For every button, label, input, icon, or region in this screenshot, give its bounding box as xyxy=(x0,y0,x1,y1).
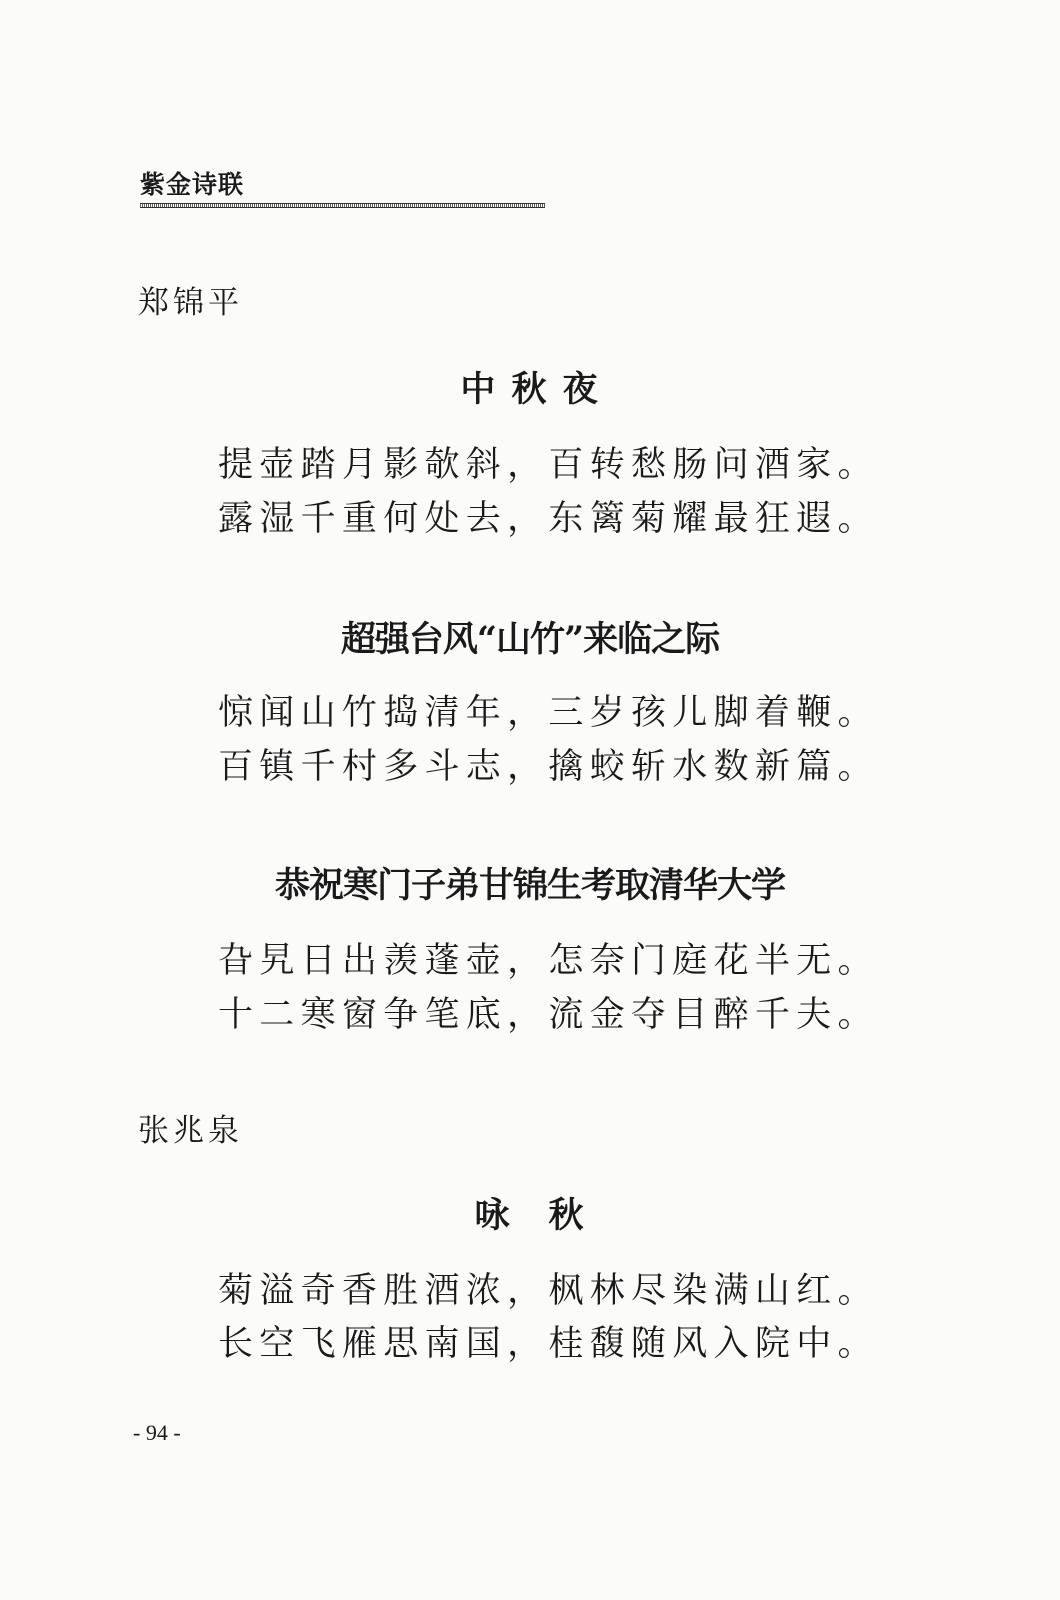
running-header-title: 紫金诗联 xyxy=(140,170,245,199)
poem-line: 旮旯日出羡蓬壶，怎奈门庭花半无。 xyxy=(218,941,879,981)
poem-line: 菊溢奇香胜酒浓，枫林尽染满山红。 xyxy=(218,1271,879,1311)
author-name: 张兆泉 xyxy=(138,1113,243,1149)
poem-title: 中 秋 夜 xyxy=(460,369,600,410)
author-name: 郑锦平 xyxy=(138,285,243,321)
poem-line: 露湿千重何处去，东篱菊耀最狂遐。 xyxy=(218,499,879,539)
page-number: - 94 - xyxy=(133,1420,181,1445)
running-header xyxy=(140,172,545,208)
poem-line: 惊闻山竹捣清年，三岁孩儿脚着鞭。 xyxy=(218,693,879,733)
poem-line: 长空飞雁思南国，桂馥随风入院中。 xyxy=(218,1324,879,1364)
poem-title: 超强台风“山竹”来临之际 xyxy=(340,619,720,660)
poem-line: 提壶踏月影欹斜，百转愁肠问酒家。 xyxy=(218,445,879,485)
header-rule xyxy=(140,203,545,208)
poem-line: 百镇千村多斗志，擒蛟斩水数新篇。 xyxy=(218,747,879,787)
poem-title: 恭祝寒门子弟甘锦生考取清华大学 xyxy=(274,865,785,906)
poem-line: 十二寒窗争笔底，流金夺目醉千夫。 xyxy=(218,995,879,1035)
poem-title: 咏 秋 xyxy=(474,1195,586,1236)
